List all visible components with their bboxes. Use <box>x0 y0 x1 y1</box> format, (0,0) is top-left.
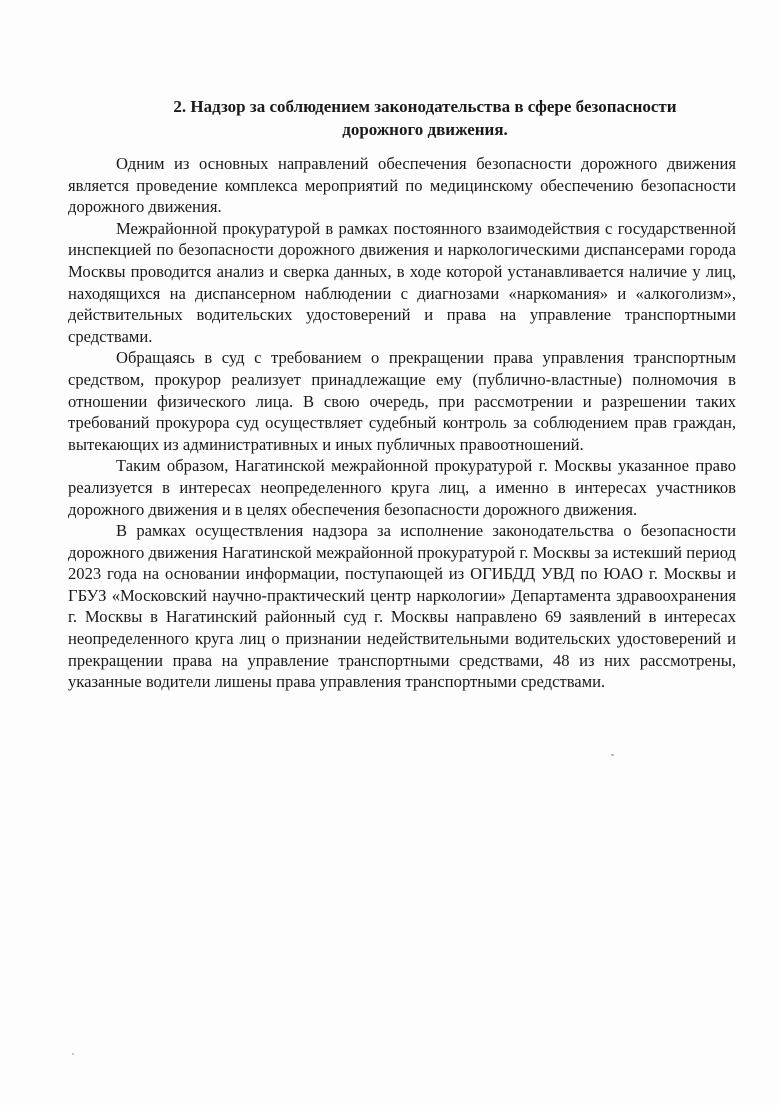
scan-speck <box>72 1053 74 1055</box>
paragraph-3: Обращаясь в суд с требованием о прекращении права управления транспортным средством, прокурор реализует принадлежащие ему (публично-властные) полномочия в отношении физического лица. В свою очередь, при рассмотрении и разрешении таких требований прокурора суд осуществляет судебный контроль за соблюдением прав граждан, вытекающих из административных и иных публичных правоотношений. <box>68 348 736 454</box>
paragraph-5: В рамках осуществления надзора за исполнение законодательства о безопасности дорожного движения Нагатинской межрайонной прокуратурой г. Москвы за истекший период 2023 года на основании информации, поступающей из ОГИБДД УВД по ЮАО г. Москвы и ГБУЗ «Московский научно-практический центр наркологии» Департамента здравоохранения г. Москвы в Нагатинский районный суд г. Москвы направлено 69 заявлений в интересах неопределенного круга лиц о признании недействительными водительских удостоверений и прекращении права на управление транспортными средствами, 48 из них рассмотрены, указанные водители лишены права управления транспортными средствами. <box>68 521 736 692</box>
paragraph-1: Одним из основных направлений обеспечения безопасности дорожного движения является проведение комплекса мероприятий по медицинскому обеспечению безопасности дорожного движения. <box>68 154 736 217</box>
scan-speck <box>611 754 614 756</box>
heading-line-2: дорожного движения. <box>342 120 508 139</box>
paragraph-2: Межрайонной прокуратурой в рамках постоянного взаимодействия с государственной инспекцией по безопасности дорожного движения и наркологическими диспансерами города Москвы проводится анализ и сверка данных, в ходе которой устанавливается наличие у лиц, находящихся на диспансерном наблюдении с диагнозами «наркомания» и «алкоголизм», действительных водительских удостоверений и права на управление транспортными средствами. <box>68 218 736 346</box>
paragraph-4: Таким образом, Нагатинской межрайонной прокуратурой г. Москвы указанное право реализуется в интересах неопределенного круга лиц, а именно в интересах участников дорожного движения и в целях обеспечения безопасности дорожного движения. <box>68 456 736 519</box>
heading-line-1: 2. Надзор за соблюдением законодательства в сфере безопасности <box>173 97 677 116</box>
section-heading <box>120 95 730 141</box>
document-body <box>68 153 736 693</box>
